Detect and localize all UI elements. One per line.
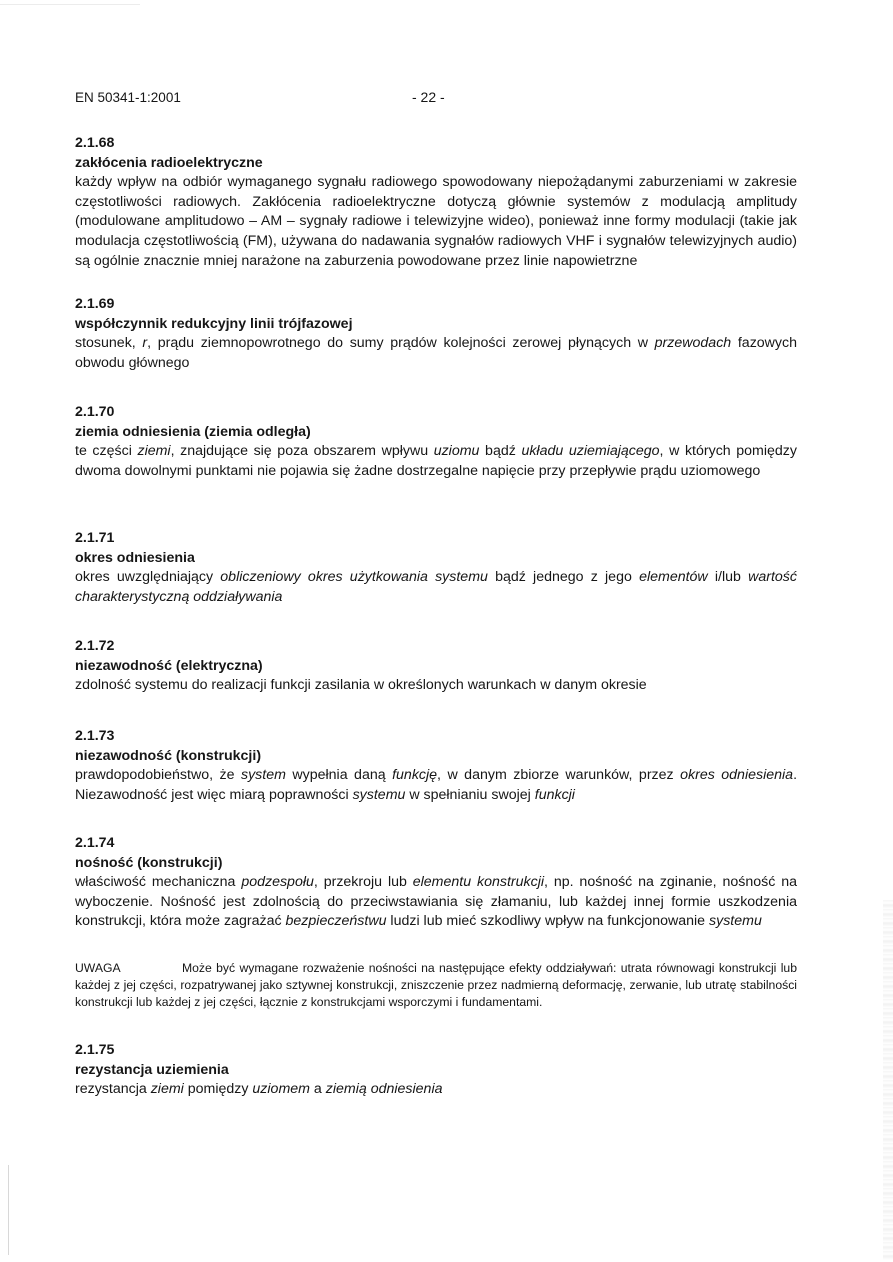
term-2-1-69 [75, 295, 797, 373]
term-definition [75, 442, 797, 481]
definition-text: , znajdujące się poza obszarem wpływu [170, 443, 434, 460]
term-number: 2.1.69 [75, 296, 115, 312]
italic-term-ref: ziemią odniesienia [325, 1081, 443, 1098]
term-title: niezawodność (konstrukcji) [75, 747, 262, 764]
definition-text: bądź jednego z jego [487, 569, 640, 586]
term-definition [75, 1080, 797, 1100]
italic-term-ref: uziomem [252, 1081, 310, 1098]
definition-text: każdy wpływ na odbiór wymaganego sygnału radiowego spowodowany niepożądanymi zaburzeniami w zakresie częstotliwości radiowych. Zakłócenia radioelektryczne dotyczą głównie systemów z modulacją amplitudy (modulowane amplitudowo – AM – sygnały radiowe i telewizyjne wideo), ponieważ inne formy modulacji (takie jak modulacja częstotliwością (FM), używana do nadawania sygnałów radiowych VHF i sygnałów telewizyjnych audio) są ogólnie znacznie mniej narażone na zaburzenia powodowane przez linie napowietrzne [75, 174, 797, 269]
definition-text: bądź [479, 443, 522, 460]
definition-text: zdolność systemu do realizacji funkcji zasilania w określonych warunkach w danym okresie [75, 677, 647, 694]
italic-term-ref: funkcji [534, 786, 575, 803]
scan-edge-speckle [883, 900, 893, 1260]
term-2-1-74 [75, 834, 797, 932]
italic-term-ref: ziemi [137, 443, 171, 460]
term-number: 2.1.71 [75, 530, 115, 546]
term-title: nośność (konstrukcji) [75, 854, 223, 871]
italic-term-ref: systemu [709, 913, 762, 930]
definition-text: , np. nośność na zginanie, nośność na wyboczenie. Nośność jest zdolnością do przeciwstawiania się złamaniu, lub każdej innej formie uszkodzenia konstrukcji, która może zagrażać [75, 874, 797, 930]
note [75, 960, 797, 1011]
definition-text: ludzi lub mieć szkodliwy wpływ na funkcjonowanie [386, 913, 710, 930]
term-title: współczynnik redukcyjny linii trójfazowej [75, 315, 353, 332]
term-title: ziemia odniesienia (ziemia odległa) [75, 423, 311, 440]
term-number: 2.1.72 [75, 638, 115, 654]
definition-text: prawdopodobieństwo, że [75, 767, 241, 784]
term-2-1-70 [75, 403, 797, 481]
italic-term-ref: funkcję [392, 767, 438, 784]
note-label: UWAGA [75, 961, 121, 975]
scan-margin-line [8, 1165, 9, 1255]
definition-text: rezystancja [75, 1081, 151, 1098]
term-2-1-68 [75, 134, 797, 271]
term-definition [75, 766, 797, 805]
term-title: zakłócenia radioelektryczne [75, 154, 263, 171]
scan-artifact-line [0, 4, 140, 5]
italic-term-ref: elementów [639, 569, 708, 586]
document-id: EN 50341-1:2001 [75, 90, 181, 105]
definition-text: stosunek, [75, 335, 143, 352]
term-2-1-72 [75, 637, 797, 696]
term-title: niezawodność (elektryczna) [75, 657, 263, 674]
definition-text: a [309, 1081, 326, 1098]
definition-text: wypełnia daną [285, 767, 393, 784]
italic-term-ref: elementu konstrukcji [412, 874, 545, 891]
definition-text: w spełnianiu swojej [405, 786, 535, 803]
italic-term-ref: podzespołu [241, 874, 314, 891]
italic-term-ref: obliczeniowy okres użytkowania systemu [220, 569, 488, 586]
italic-term-ref: ziemi [150, 1081, 184, 1098]
definition-text: , prądu ziemnopowrotnego do sumy prądów kolejności zerowej płynących w [147, 335, 655, 352]
definition-text: pomiędzy [183, 1081, 253, 1098]
definition-text: fazowych obwodu głównego [75, 335, 797, 371]
definition-text: , przekroju lub [313, 874, 413, 891]
definition-text: i/lub [707, 569, 749, 586]
note-text: Może być wymagane rozważenie nośności na następujące efekty oddziaływań: utrata równowagi konstrukcji lub każdej z jej części, rozpatrywanej jako sztywnej konstrukcji, zniszczenie przez nadmierną deformację, zerwanie, lub utratę stabilności konstrukcji lub każdej z jej części, łącznie z konstrukcjami wsporczymi i fundamentami. [75, 961, 797, 1009]
page-number: - 22 - [412, 89, 445, 105]
definition-text: właściwość mechaniczna [75, 874, 242, 891]
term-number: 2.1.75 [75, 1042, 115, 1058]
term-definition [75, 568, 797, 607]
term-number: 2.1.70 [75, 404, 115, 420]
term-title: okres odniesienia [75, 549, 195, 566]
italic-term-ref: bezpieczeństwu [285, 913, 387, 930]
term-2-1-75 [75, 1041, 797, 1100]
term-number: 2.1.74 [75, 835, 115, 851]
italic-term-ref: układu uziemiającego [521, 443, 660, 460]
definition-text: te części [75, 443, 138, 460]
italic-term-ref: wartość charakterystyczną oddziaływania [75, 569, 797, 605]
italic-term-ref: systemu [352, 786, 406, 803]
definition-text: , w danym zbiorze warunków, przez [437, 767, 681, 784]
term-number: 2.1.73 [75, 728, 115, 744]
term-2-1-71 [75, 529, 797, 607]
italic-term-ref: przewodach [654, 335, 732, 352]
term-definition [75, 173, 797, 271]
term-definition [75, 873, 797, 932]
italic-term-ref: okres odniesienia [680, 767, 794, 784]
definition-text: okres uwzględniający [75, 569, 221, 586]
definition-text: , w których pomiędzy dwoma dowolnymi punktami nie pojawia się żadne dostrzegalne napięcie przy przepływie prądu uziomowego [75, 443, 797, 479]
term-title: rezystancja uziemienia [75, 1061, 229, 1078]
italic-term-ref: system [240, 767, 286, 784]
term-definition [75, 334, 797, 373]
term-2-1-73 [75, 727, 797, 805]
term-definition [75, 676, 797, 696]
term-number: 2.1.68 [75, 135, 115, 151]
italic-term-ref: uziomu [433, 443, 480, 460]
definition-text: . Niezawodność jest więc miarą poprawności [75, 767, 798, 803]
italic-term-ref: r [142, 335, 148, 352]
